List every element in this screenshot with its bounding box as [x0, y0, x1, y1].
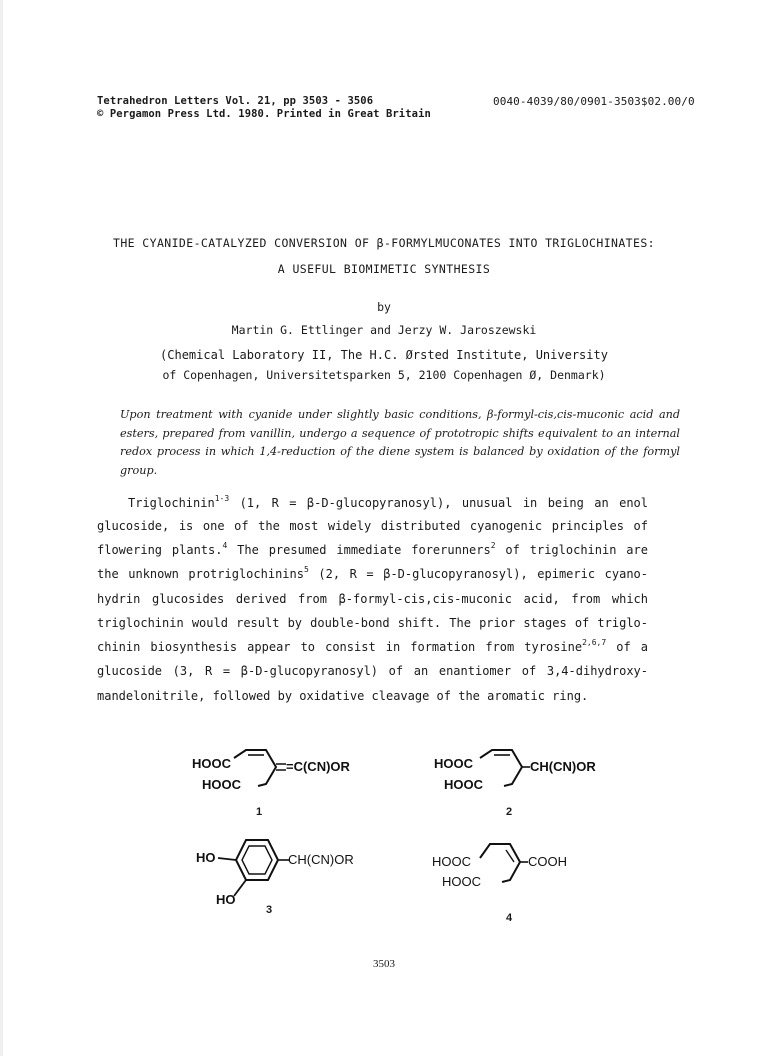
page-number: 3503 — [373, 958, 395, 970]
authors: Martin G. Ettlinger and Jerzy W. Jaroszewski — [231, 323, 537, 337]
structure-4-substituent: COOH — [528, 854, 567, 869]
structure-3-bottom: HO — [216, 892, 236, 907]
affiliation-line-2: of Copenhagen, Universitetsparken 5, 2100 Copenhagen Ø, Denmark) — [162, 368, 606, 382]
body-line-9: mandelonitrile, followed by oxidative cleavage of the aromatic ring. — [97, 689, 589, 703]
body-line-4: the unknown protriglochinins$^5$ (2, R = β-D-glucopyranosyl), epimeric cyano- — [97, 565, 648, 581]
structure-4 — [432, 832, 622, 932]
body-line-6: triglochinin would result by double-bond shift. The prior stages of triglo- — [97, 616, 648, 630]
structure-3-top: HO — [196, 850, 216, 865]
structure-1-substituent: =C(CN)OR — [286, 759, 350, 774]
structure-1-bottom: HOOC — [202, 777, 241, 792]
structure-2 — [432, 742, 622, 832]
article-code: 0040-4039/80/0901-3503$02.00/0 — [493, 95, 695, 108]
structure-2-substituent: CH(CN)OR — [530, 759, 596, 774]
body-line-7: chinin biosynthesis appear to consist in formation from tyrosine$^{2,6,7}$ of a — [97, 638, 649, 654]
copyright-line: © Pergamon Press Ltd. 1980. Printed in Great Britain — [97, 108, 431, 120]
structure-4-bottom: HOOC — [442, 874, 481, 889]
affiliation-line-1: (Chemical Laboratory II, The H.C. Ørsted Institute, University — [160, 348, 608, 362]
structure-3 — [196, 832, 386, 932]
scan-edge — [0, 0, 3, 1056]
body-line-5: hydrin glucosides derived from β-formyl-cis,cis-muconic acid, from which — [97, 592, 648, 606]
structure-1 — [186, 742, 376, 832]
body-line-8: glucoside (3, R = β-D-glucopyranosyl) of an enantiomer of 3,4-dihydroxy- — [97, 664, 648, 678]
title-line-2: A USEFUL BIOMIMETIC SYNTHESIS — [277, 262, 491, 276]
structure-2-bottom: HOOC — [444, 777, 483, 792]
body-line-3: flowering plants.$^4$ The presumed immediate forerunners$^2$ of triglochinin are — [97, 541, 648, 557]
structure-3-label: 3 — [266, 904, 273, 916]
body-line-1: Triglochinin$^{1-3}$ (1, R = β-D-glucopyranosyl), unusual in being an enol — [128, 494, 648, 510]
structure-2-top: HOOC — [434, 756, 473, 771]
structure-3-substituent: CH(CN)OR — [288, 852, 354, 867]
structure-1-label: 1 — [256, 806, 263, 818]
title-line-1: THE CYANIDE-CATALYZED CONVERSION OF β-FORMYLMUCONATES INTO TRIGLOCHINATES: — [113, 236, 655, 250]
structure-2-label: 2 — [506, 806, 513, 818]
structure-4-label: 4 — [506, 912, 513, 924]
journal-citation: Tetrahedron Letters Vol. 21, pp 3503 - 3506 — [97, 95, 374, 107]
body-line-2: glucoside, is one of the most widely distributed cyanogenic principles of — [97, 519, 648, 533]
structure-1-top: HOOC — [192, 756, 231, 771]
abstract: Upon treatment with cyanide under slightly basic conditions, β-formyl-cis,cis-muconic acid and esters, prepared from vanillin, undergo a sequence of prototropic shifts equivalent to an internal redox process in which 1,4-reduction of the diene system is balanced by oxidation of the formyl group. — [120, 408, 680, 477]
structure-3-bonds — [196, 832, 386, 932]
structure-4-top: HOOC — [432, 854, 471, 869]
byline: by — [377, 300, 391, 314]
